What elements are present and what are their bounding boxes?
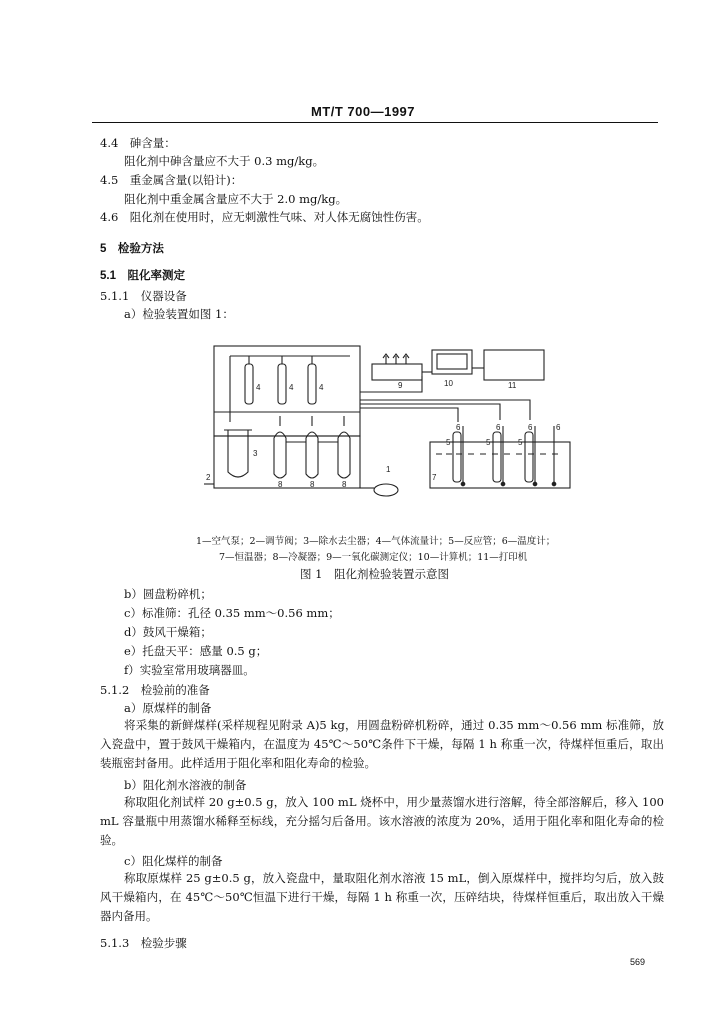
label-6d: 6 — [556, 423, 561, 432]
item-e: e）托盘天平：感量 0.5 g； — [124, 644, 268, 658]
section-5-1-1-heading: 5.1.1 仪器设备 — [100, 289, 187, 303]
item-c: c）标准筛：孔径 0.35 mm～0.56 mm； — [124, 606, 340, 620]
item-d: d）鼓风干燥箱； — [124, 625, 212, 639]
figure-caption-line-2: 7—恒温器；8—冷凝器；9—一氧化碳测定仪；10—计算机；11—打印机 — [219, 552, 528, 563]
label-7: 7 — [432, 473, 437, 482]
subsection-a-heading: a）原煤样的制备 — [124, 701, 212, 715]
subsection-b-heading: b）阻化剂水溶液的制备 — [124, 778, 247, 792]
section-4-6: 4.6 阻化剂在使用时，应无刺激性气味、对人体无腐蚀性伤害。 — [100, 210, 429, 224]
item-a-apparatus: a）检验装置如图 1： — [124, 307, 234, 321]
section-5-1-heading: 5.1 阻化率测定 — [100, 270, 185, 282]
label-10: 10 — [444, 379, 453, 388]
section-4-5-heading: 4.5 重金属含量(以铅计)： — [100, 173, 243, 187]
header-rule — [92, 122, 658, 123]
label-2: 2 — [206, 473, 211, 482]
figure-caption-line-1: 1—空气泵；2—调节阀；3—除水去尘器；4—气体流量计；5—反应管；6—温度计； — [196, 536, 556, 547]
label-6a: 6 — [456, 423, 461, 432]
section-5-heading: 5 检验方法 — [100, 243, 164, 255]
page-number: 569 — [630, 957, 646, 967]
page-header-title: MT/T 700—1997 — [310, 104, 416, 119]
label-3: 3 — [253, 449, 258, 458]
label-5b: 5 — [486, 438, 491, 447]
section-4-4-heading: 4.4 砷含量： — [100, 136, 176, 150]
section-4-5-body: 阻化剂中重金属含量应不大于 2.0 mg/kg。 — [124, 192, 348, 206]
subsection-c-body: 称取原煤样 25 g±0.5 g，放入瓷盘中，量取阻化剂水溶液 15 mL，倒入原煤样中，搅拌均匀后，放入鼓风干燥箱内，在 45℃～50℃恒温下进行干燥，每隔 1 h 称重一次，压碎结块，待煤样恒重后，取出放入干燥器内备用。 — [100, 871, 664, 923]
label-4b: 4 — [289, 383, 294, 392]
apparatus-diagram — [200, 342, 580, 502]
label-4c: 4 — [319, 383, 324, 392]
section-4-4-body: 阻化剂中砷含量应不大于 0.3 mg/kg。 — [124, 154, 325, 168]
label-6c: 6 — [528, 423, 533, 432]
label-8b: 8 — [310, 480, 315, 489]
item-b: b）圆盘粉碎机； — [124, 587, 212, 601]
label-9: 9 — [398, 381, 403, 390]
section-5-1-2-heading: 5.1.2 检验前的准备 — [100, 683, 210, 697]
label-5a: 5 — [446, 438, 451, 447]
subsection-a-body: 将采集的新鲜煤样(采样规程见附录 A)5 kg，用圆盘粉碎机粉碎，通过 0.35 mm～0.56 mm 标准筛，放入瓷盘中，置于鼓风干燥箱内，在温度为 45℃～50℃条件下干燥，每隔 1 h 称重一次，待煤样恒重后，取出装瓶密封备用。此样适用于阻化率和阻化寿命的检验。 — [100, 718, 664, 770]
label-4a: 4 — [256, 383, 261, 392]
label-1: 1 — [386, 465, 391, 474]
subsection-b-body: 称取阻化剂试样 20 g±0.5 g，放入 100 mL 烧杯中，用少量蒸馏水进行溶解，待全部溶解后，移入 100 mL 容量瓶中用蒸馏水稀释至标线，充分摇匀后备用。该水溶液的浓度为 20%，适用于阻化率和阻化寿命的检验。 — [100, 795, 664, 847]
figure-title: 图 1 阻化剂检验装置示意图 — [300, 567, 449, 581]
label-6b: 6 — [496, 423, 501, 432]
subsection-c-heading: c）阻化煤样的制备 — [124, 854, 223, 868]
item-f: f）实验室常用玻璃器皿。 — [124, 663, 255, 677]
label-5c: 5 — [518, 438, 523, 447]
section-5-1-3-heading: 5.1.3 检验步骤 — [100, 936, 187, 950]
label-11: 11 — [508, 381, 517, 390]
label-8c: 8 — [342, 480, 347, 489]
label-8a: 8 — [278, 480, 283, 489]
